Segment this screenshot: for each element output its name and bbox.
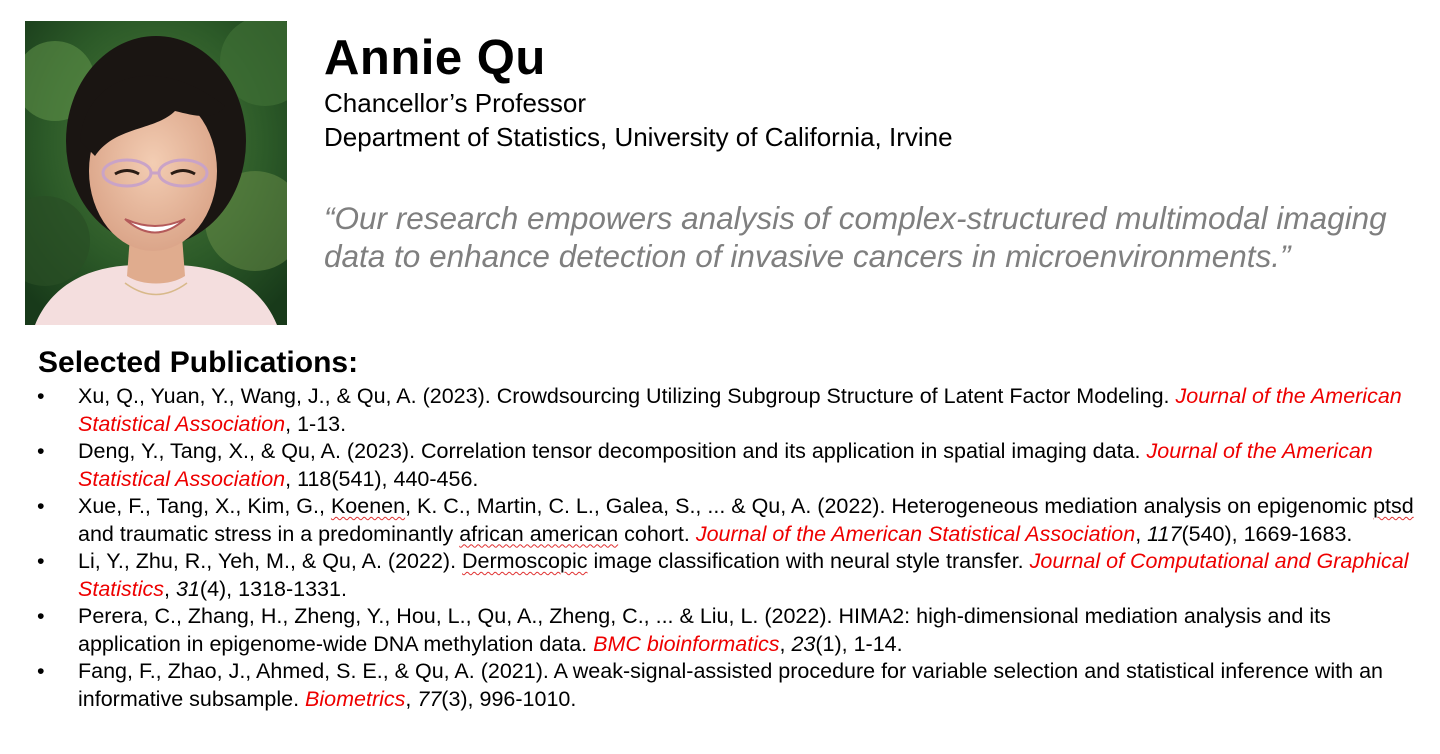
citation-text: , 1-13. xyxy=(285,411,347,436)
citation-text: image classification with neural style transfer. xyxy=(587,549,1030,573)
publication-item xyxy=(0,438,1440,493)
publication-item xyxy=(0,548,1440,603)
citation-text: (4), 1318-1331. xyxy=(199,576,347,601)
bullet-icon: • xyxy=(37,659,45,683)
citation-text: (1), 1-14. xyxy=(815,631,903,656)
citation-text: , xyxy=(164,576,176,601)
citation-text: Perera, C., Zhang, H., Zheng, Y., Hou, L., Qu, A., Zheng, C., ... & Liu, L. (2022). HIMA2: high-dimensional mediation analysis and its application in epigenome-wide DNA methylation data. xyxy=(78,604,1331,656)
citation-text: , K. C., Martin, C. L., Galea, S., ... & Qu, A. (2022). Heterogeneous mediation analysis on epigenomic xyxy=(405,494,1374,518)
citation-text: , 118(541), 440-456. xyxy=(285,466,479,491)
volume-number: 23 xyxy=(791,631,816,656)
publication-item xyxy=(0,493,1440,548)
quote-line: “Our research empowers analysis of complex-structured multimodal imaging xyxy=(324,200,1387,236)
publications-heading: Selected Publications: xyxy=(38,346,359,379)
flagged-word: Koenen xyxy=(330,494,406,518)
citation-text: Li, Y., Zhu, R., Yeh, M., & Qu, A. (2022). xyxy=(78,549,463,573)
volume-number: 77 xyxy=(417,686,442,711)
citation-text: Xue, F., Tang, X., Kim, G., xyxy=(78,494,331,518)
citation-text: Xu, Q., Yuan, Y., Wang, J., & Qu, A. (2023). Crowdsourcing Utilizing Subgroup Structure of Latent Factor Modeling. xyxy=(78,384,1176,408)
bullet-icon: • xyxy=(37,494,45,518)
publication-item xyxy=(0,603,1440,658)
bullet-icon: • xyxy=(37,549,45,573)
citation-text: , xyxy=(779,631,792,656)
citation-text: (3), 996-1010. xyxy=(441,686,577,711)
flagged-word: Dermoscopic xyxy=(462,549,588,573)
flagged-word: ptsd xyxy=(1373,494,1414,518)
publication-item xyxy=(0,658,1440,713)
flagged-word: african american xyxy=(459,521,619,546)
publication-list xyxy=(0,383,1440,713)
citation-text: , xyxy=(1135,521,1148,546)
quote-line: data to enhance detection of invasive cancers in microenvironments.” xyxy=(324,238,1291,274)
citation-text: cohort. xyxy=(618,521,696,546)
bullet-icon: • xyxy=(37,384,45,408)
journal-name: Journal of the American Statistical Association xyxy=(78,439,1373,491)
profile-affiliation: Department of Statistics, University of California, Irvine xyxy=(324,122,953,152)
profile-title: Chancellor’s Professor xyxy=(324,88,587,118)
citation-text: and traumatic stress in a predominantly xyxy=(78,521,460,546)
journal-name: Journal of the American Statistical Association xyxy=(695,521,1136,546)
bullet-icon: • xyxy=(37,604,45,628)
citation-text: (540), 1669-1683. xyxy=(1181,521,1353,546)
publication-item xyxy=(0,383,1440,438)
citation-text: , xyxy=(405,686,418,711)
volume-number: 31 xyxy=(175,576,200,601)
portrait-illustration xyxy=(25,21,287,325)
profile-photo xyxy=(25,21,287,325)
journal-name: BMC bioinformatics xyxy=(593,631,780,656)
volume-number: 117 xyxy=(1147,521,1182,546)
journal-name: Biometrics xyxy=(305,686,406,711)
citation-text: Deng, Y., Tang, X., & Qu, A. (2023). Correlation tensor decomposition and its application in spatial imaging data. xyxy=(78,439,1147,463)
journal-name: Journal of the American Statistical Association xyxy=(78,384,1402,436)
journal-name: Journal of Computational and Graphical Statistics xyxy=(78,549,1409,601)
research-quote xyxy=(324,199,1424,275)
citation-text: Fang, F., Zhao, J., Ahmed, S. E., & Qu, A. (2021). A weak-signal-assisted procedure for variable selection and statistical inference with an informative subsample. xyxy=(78,659,1384,711)
bullet-icon: • xyxy=(37,439,45,463)
profile-name: Annie Qu xyxy=(324,31,546,85)
